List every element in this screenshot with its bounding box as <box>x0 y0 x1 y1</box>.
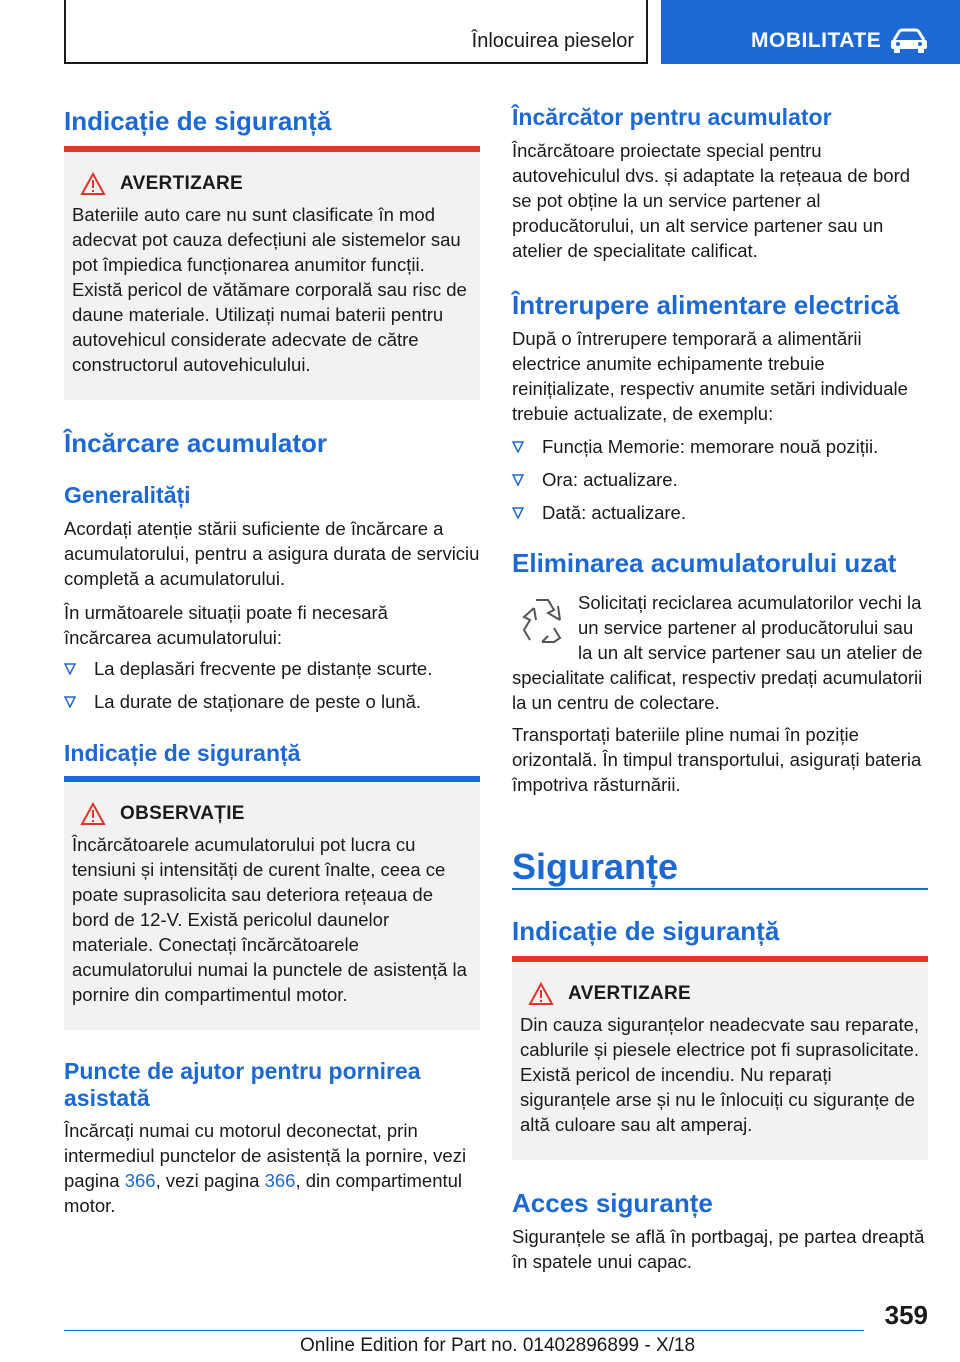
header-section-label: MOBILITATE <box>751 29 882 52</box>
warning-text: Din cauza siguranțelor neadecvate sau reparate, cablurile și piesele electrice pot fi suprasolicitate. Există pericol de incendiu. Nu reparați siguranțele arse și nu le înlocuiți cu siguranțe de altă culoare sau alt amperaj. <box>520 1014 920 1135</box>
list-item: Funcția Memorie: memorare nouă poziții. <box>512 434 928 459</box>
warning-triangle-icon <box>80 172 106 196</box>
warning-box-battery <box>64 146 480 400</box>
fuse-access-heading: Acces siguranțe <box>512 1188 713 1218</box>
notice-triangle-icon <box>80 802 106 826</box>
triangle-bullet-icon <box>512 441 524 453</box>
power-interruption-heading: Întrerupere alimentare electrică <box>512 290 900 320</box>
triangle-bullet-icon <box>64 696 76 708</box>
car-icon <box>889 28 929 54</box>
general-heading: Generalități <box>64 482 191 508</box>
general-paragraph-1: Acordați atenție stării suficiente de încărcare a acumulatorului, pentru a asigura durata de serviciu completă a acumulatorului. <box>64 518 480 589</box>
notice-label: OBSERVAȚIE <box>120 803 245 824</box>
warning-triangle-icon <box>528 982 554 1006</box>
fuses-title-rule <box>512 888 928 890</box>
jump-start-heading: Puncte de ajutor pentru pornirea asistată <box>64 1058 421 1111</box>
warning-label: AVERTIZARE <box>568 983 691 1004</box>
fuse-access-paragraph: Siguranțele se află în portbagaj, pe partea dreaptă în spatele unui capac. <box>512 1226 925 1272</box>
notice-box-charger <box>64 776 480 1030</box>
header-section-bar <box>661 0 960 64</box>
header-title: Înlocuirea pieselor <box>471 30 634 52</box>
charger-heading: Încărcător pentru acumulator <box>512 104 832 130</box>
power-paragraph: După o întrerupere temporară a alimentării electrice anumite echipamente trebuie reinițializate, respectiv anumite setări individuale trebuie actualizate, de exemplu: <box>512 328 908 424</box>
warning-box-fuses <box>512 956 928 1160</box>
triangle-bullet-icon <box>512 474 524 486</box>
page-link-366[interactable]: 366 <box>124 1170 156 1191</box>
header-left-frame <box>64 0 648 64</box>
safety-heading-1: Indicație de siguranță <box>64 106 332 136</box>
triangle-bullet-icon <box>512 507 524 519</box>
triangle-bullet-icon <box>64 663 76 675</box>
power-list <box>512 434 928 533</box>
list-item: Ora: actualizare. <box>512 467 928 492</box>
safety-heading-2: Indicație de siguranță <box>64 740 301 766</box>
disposal-heading: Eliminarea acumulatorului uzat <box>512 548 897 578</box>
page-number: 359 <box>884 1300 928 1330</box>
disposal-paragraph: Solicitați reciclarea acumulatorilor vechi la un service partener al producătorului sau la un alt service partener sau un atelier de specialitate calificat, respectiv predați acumulatorii la un centru de colectare. <box>512 592 923 713</box>
charging-heading: Încărcare acumulator <box>64 428 328 458</box>
disposal-paragraph-2: Transportați bateriile pline numai în poziție orizontală. În timpul transportului, asigurați bateria împotriva răsturnării. <box>512 724 922 795</box>
footer-rule <box>64 1330 864 1331</box>
general-paragraph-2: În următoarele situații poate fi necesară încărcarea acumulatorului: <box>64 602 388 648</box>
jump-start-paragraph: Încărcați numai cu motorul deconectat, prin intermediul punctelor de asistență la pornire, vezi pagina 366, vezi pagina 366, din compartimentul motor. <box>64 1120 467 1216</box>
warning-text: Bateriile auto care nu sunt clasificate în mod adecvat pot cauza defecțiuni ale sistemelor sau pot împiedica funcționarea anumitor funcții. Există pericol de vătămare corporală sau risc de daune materiale. Utilizați numai baterii pentru autovehicul considerate adecvate de către constructorul autovehiculului. <box>72 204 467 375</box>
fuses-safety-heading: Indicație de siguranță <box>512 916 780 946</box>
list-item: La durate de staționare de peste o lună. <box>64 689 480 714</box>
list-item: La deplasări frecvente pe distanțe scurte. <box>64 656 480 681</box>
charger-paragraph: Încărcătoare proiectate special pentru autovehiculul dvs. și adaptate la rețeaua de bord se pot obține la un service partener al producătorului, un alt service partener sau un atelier de specialitate calificat. <box>512 140 911 261</box>
general-list <box>64 656 480 722</box>
footer-edition: Online Edition for Part no. 01402896899 - X/18 <box>300 1335 696 1356</box>
list-item: Dată: actualizare. <box>512 500 928 525</box>
page-link-366[interactable]: 366 <box>264 1170 296 1191</box>
warning-label: AVERTIZARE <box>120 173 243 194</box>
notice-text: Încărcătoarele acumulatorului pot lucra cu tensiuni și intensități de curent înalte, ceea ce poate suprasolicita sau deteriora rețeaua de bord de 12-V. Există pericolul daunelor materiale. Conectați încărcătoarele acumulatorului numai la punctele de asistență la pornire din compartimentul motor. <box>72 834 467 1005</box>
fuses-title: Siguranțe <box>512 846 679 887</box>
